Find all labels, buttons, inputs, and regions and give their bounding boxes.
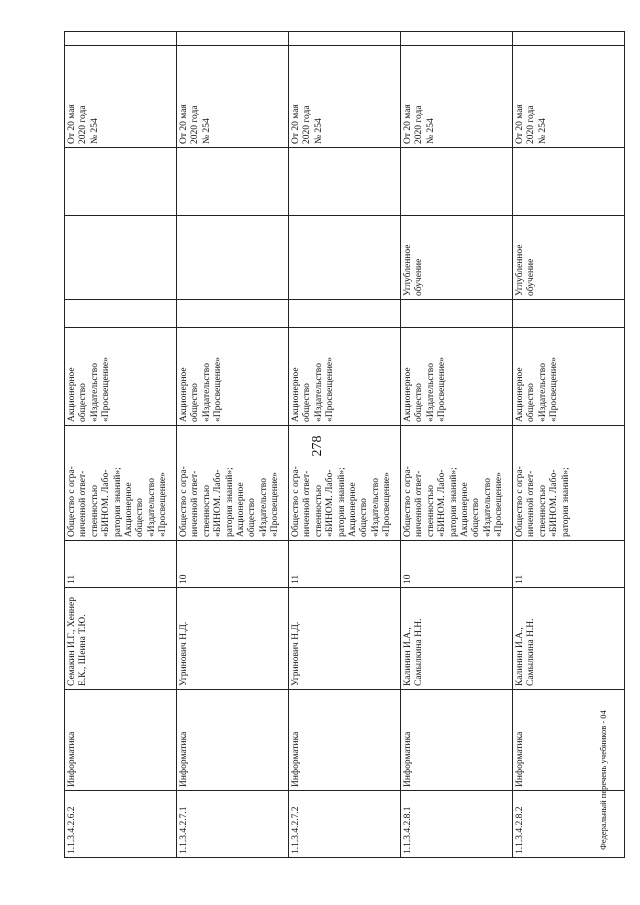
subject: Информатика — [177, 690, 289, 791]
table-row — [177, 32, 289, 858]
empty-cell — [513, 32, 625, 46]
subject: Информатика — [401, 690, 513, 791]
study-level — [177, 216, 289, 300]
order-reference: От 20 мая 2020 года № 254 — [513, 46, 625, 148]
publisher-legal: Акционерное общество «Издательство «Просвещение» — [177, 328, 289, 426]
order-reference: От 20 мая 2020 года № 254 — [177, 46, 289, 148]
subject: Информатика — [513, 690, 625, 791]
empty-cell — [65, 32, 177, 46]
empty-cell — [65, 300, 177, 328]
publisher: Общество с огра- ниченной ответ- ственностью «БИНОМ. Лабо- ратория знаний»; Акционерное общество «Издательство «Просвещение» — [65, 426, 177, 541]
study-level — [289, 216, 401, 300]
study-level: Углубленное обучение — [401, 216, 513, 300]
textbook-code: 1.1.3.4.2.8.1 — [401, 791, 513, 858]
grade: 10 — [401, 541, 513, 588]
empty-cell — [177, 148, 289, 216]
textbook-table-container — [64, 32, 624, 858]
textbook-code: 1.1.3.4.2.7.2 — [289, 791, 401, 858]
publisher-legal: Акционерное общество «Издательство «Просвещение» — [401, 328, 513, 426]
textbook-code: 1.1.3.4.2.6.2 — [65, 791, 177, 858]
grade: 11 — [289, 541, 401, 588]
empty-cell — [177, 300, 289, 328]
textbook-code: 1.1.3.4.2.7.1 — [177, 791, 289, 858]
empty-cell — [401, 148, 513, 216]
empty-cell — [401, 32, 513, 46]
authors: Угринович Н.Д. — [289, 588, 401, 690]
empty-cell — [289, 32, 401, 46]
publisher: Общество с огра- ниченной ответ- ственностью «БИНОМ. Лабо- ратория знаний»; — [513, 426, 625, 541]
grade: 11 — [65, 541, 177, 588]
study-level: Углубленное обучение — [513, 216, 625, 300]
order-reference: От 20 мая 2020 года № 254 — [289, 46, 401, 148]
publisher: Общество с огра- ниченной ответ- ственностью «БИНОМ. Лабо- ратория знаний»; Акционерное общество «Издательство «Просвещение» — [289, 426, 401, 541]
order-reference: От 20 мая 2020 года № 254 — [65, 46, 177, 148]
page-footer: Федеральный перечень учебников - 04 — [598, 710, 608, 850]
subject: Информатика — [65, 690, 177, 791]
textbook-table-rotated — [64, 32, 624, 858]
publisher: Общество с огра- ниченной ответ- ственностью «БИНОМ. Лабо- ратория знаний»; Акционерное общество «Издательство «Просвещение» — [177, 426, 289, 541]
publisher-legal: Акционерное общество «Издательство «Просвещение» — [289, 328, 401, 426]
authors: Калинин И.А., Самылкина Н.Н. — [513, 588, 625, 690]
authors: Семакин И.Г., Хеннер Е.К., Шеина Т.Ю. — [65, 588, 177, 690]
subject: Информатика — [289, 690, 401, 791]
authors: Калинин И.А., Самылкина Н.Н. — [401, 588, 513, 690]
table-row — [65, 32, 177, 858]
publisher-legal: Акционерное общество «Издательство «Просвещение» — [513, 328, 625, 426]
publisher: Общество с огра- ниченной ответ- ственностью «БИНОМ. Лабо- ратория знаний»; Акционерное общество «Издательство «Просвещение» — [401, 426, 513, 541]
empty-cell — [513, 300, 625, 328]
page-number: 278 — [310, 435, 325, 457]
authors: Угринович Н.Д. — [177, 588, 289, 690]
empty-cell — [177, 32, 289, 46]
textbook-code: 1.1.3.4.2.8.2 — [513, 791, 625, 858]
empty-cell — [401, 300, 513, 328]
empty-cell — [513, 148, 625, 216]
empty-cell — [289, 148, 401, 216]
study-level — [65, 216, 177, 300]
table-row — [289, 32, 401, 858]
empty-cell — [289, 300, 401, 328]
order-reference: От 20 мая 2020 года № 254 — [401, 46, 513, 148]
publisher-legal: Акционерное общество «Издательство «Просвещение» — [65, 328, 177, 426]
empty-cell — [65, 148, 177, 216]
grade: 10 — [177, 541, 289, 588]
textbook-list-table — [64, 31, 625, 858]
table-row — [513, 32, 625, 858]
grade: 11 — [513, 541, 625, 588]
table-row — [401, 32, 513, 858]
